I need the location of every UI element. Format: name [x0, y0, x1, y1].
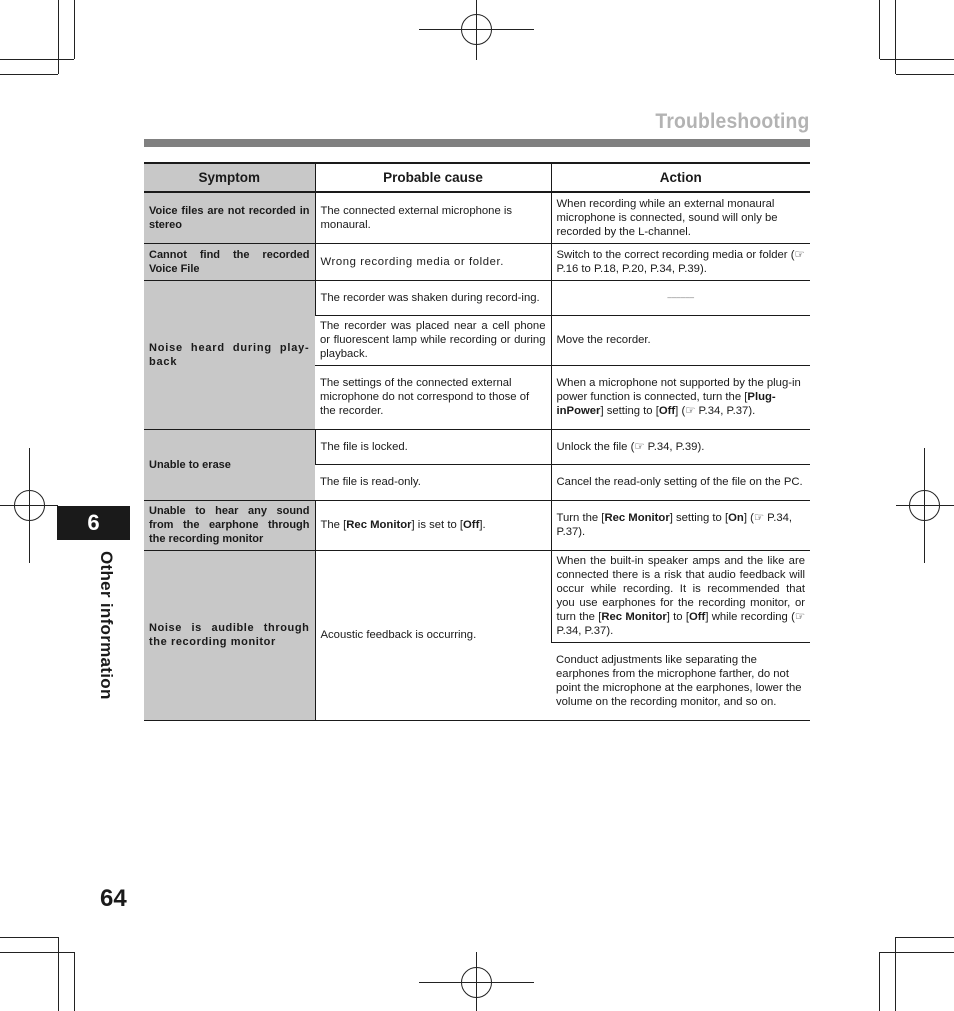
table-row	[144, 500, 810, 550]
symptom-cell: Noise heard during play-back	[144, 280, 315, 429]
action-text: ] to [	[666, 611, 689, 623]
cause-text: The [	[320, 519, 347, 531]
action-text: ] while recording (☞ P.34, P.37).	[556, 611, 805, 637]
action-cell	[551, 500, 810, 550]
action-text: ] (☞ P.34, P.37).	[556, 512, 793, 538]
action-cell	[551, 550, 810, 642]
setting-value: Off	[658, 405, 676, 417]
action-cell: Conduct adjustments like separating the earphones from the microphone farther, do not point the microphone at the earphones, lower the volume on the recording monitor, and so on.	[551, 642, 810, 720]
cause-cell: The connected external microphone is monaural.	[315, 192, 551, 243]
cause-cell: The file is read-only.	[315, 464, 551, 500]
page-number: 64	[100, 885, 127, 912]
cause-text: ].	[479, 519, 486, 531]
setting-value: On	[728, 512, 744, 524]
troubleshooting-table	[144, 162, 810, 721]
action-cell: When recording while an external monaural microphone is connected, sound will only be recorded by the L-channel.	[551, 192, 810, 243]
header-row	[144, 163, 810, 192]
action-cell: Unlock the file (☞ P.34, P.39).	[551, 429, 810, 464]
cause-cell	[315, 500, 551, 550]
header-symptom: Symptom	[144, 163, 315, 192]
action-cell: Switch to the correct recording media or folder (☞ P.16 to P.18, P.20, P.34, P.39).	[551, 243, 810, 280]
table-row	[144, 550, 810, 642]
chapter-label: Other information	[97, 551, 116, 700]
table-row	[144, 192, 810, 243]
symptom-cell: Unable to hear any sound from the earphone through the recording monitor	[144, 500, 315, 550]
table-row	[144, 280, 810, 315]
symptom-cell: Noise is audible through the recording monitor	[144, 550, 315, 720]
setting-name: Plug-inPower	[556, 391, 776, 417]
setting-name: Rec Monitor	[346, 519, 412, 531]
chapter-number-tab: 6	[57, 506, 130, 540]
action-text: ] (☞ P.34, P.37).	[675, 405, 756, 417]
table-row	[144, 429, 810, 464]
action-cell	[551, 365, 810, 429]
setting-name: Rec Monitor	[601, 611, 667, 623]
header-action: Action	[551, 163, 810, 192]
table-row	[144, 243, 810, 280]
page-title: Troubleshooting	[654, 110, 809, 133]
cause-cell: The recorder was shaken during record-ing.	[315, 280, 551, 315]
cause-text: ] is set to [	[411, 519, 464, 531]
symptom-cell: Unable to erase	[144, 429, 315, 500]
symptom-cell: Cannot find the recorded Voice File	[144, 243, 315, 280]
cause-cell: The settings of the connected external microphone do not correspond to those of the recorder.	[315, 365, 551, 429]
symptom-cell: Voice files are not recorded in stereo	[144, 192, 315, 243]
title-rule	[144, 139, 810, 147]
action-text: When the built-in speaker amps and the like are connected there is a risk that audio feedback will occur while recording. It is recommended that you use earphones for the recording monitor, or turn the [	[556, 555, 805, 623]
setting-value: Off	[463, 519, 480, 531]
action-text: ] setting to [	[600, 405, 659, 417]
setting-value: Off	[689, 611, 706, 623]
action-cell: Cancel the read-only setting of the file on the PC.	[551, 464, 810, 500]
cause-cell: Acoustic feedback is occurring.	[315, 550, 551, 720]
cause-cell: The file is locked.	[315, 429, 551, 464]
header-cause: Probable cause	[315, 163, 551, 192]
cause-cell: The recorder was placed near a cell phone or fluorescent lamp while recording or during playback.	[315, 315, 551, 365]
action-text: Turn the [	[556, 512, 605, 524]
setting-name: Rec Monitor	[604, 512, 670, 524]
action-text: When a microphone not supported by the plug-in power function is connected, turn the [	[556, 377, 801, 403]
cause-cell: Wrong recording media or folder.	[315, 243, 551, 280]
action-text: ] setting to [	[669, 512, 729, 524]
action-cell: Move the recorder.	[551, 315, 810, 365]
action-cell: ––––––	[551, 280, 810, 315]
